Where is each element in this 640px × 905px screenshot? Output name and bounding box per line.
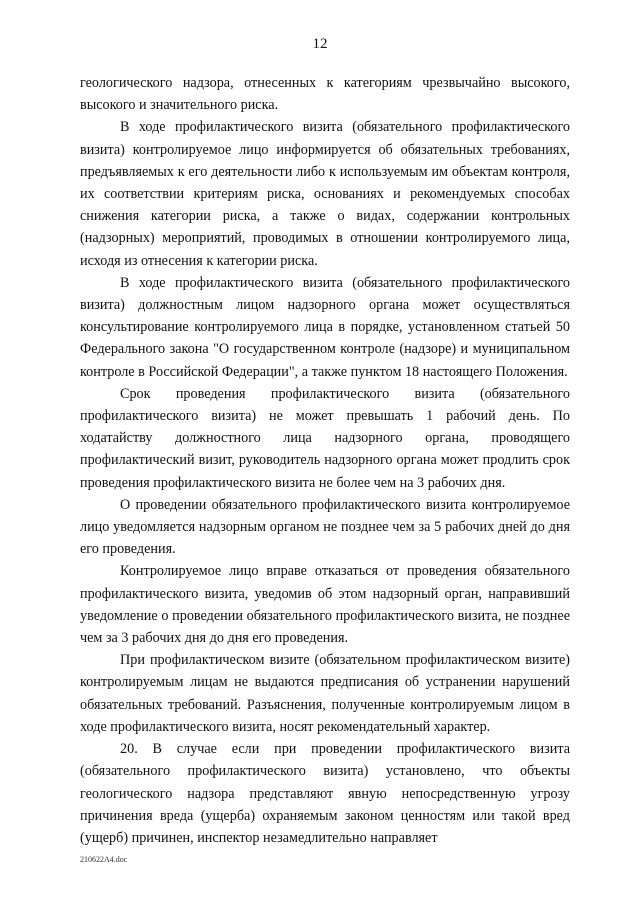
- paragraph: 20. В случае если при проведении профилактического визита (обязательного профилактического визита) установлено, что объекты геологического надзора представляют явную непосредственную угрозу причинения вреда (ущерба) охраняемым законом ценностям или такой вред (ущерб) причинен, инспектор незамедлительно направляет: [80, 741, 570, 846]
- document-filename-footer: 210622A4.doc: [80, 855, 128, 864]
- paragraph: В ходе профилактического визита (обязательного профилактического визита) должностным лицом надзорного органа может осуществляться консультирование контролируемого лица в порядке, установленном статьей 50 Федерального закона "О государственном контроле (надзоре) и муниципальном контроле в Российской Федерации", а также пунктом 18 настоящего Положения.: [80, 274, 570, 380]
- paragraph: Контролируемое лицо вправе отказаться от проведения обязательного профилактического визита, уведомив об этом надзорный орган, направивший уведомление о проведении обязательного профилактического визита, не позднее чем за 3 рабочих дня до дня его проведения.: [80, 563, 570, 647]
- paragraph: геологического надзора, отнесенных к категориям чрезвычайно высокого, высокого и значительного риска.: [80, 75, 570, 114]
- paragraph: Срок проведения профилактического визита (обязательного профилактического визита) не может превышать 1 рабочий день. По ходатайству должностного лица надзорного органа, проводящего профилактический визит, руководитель надзорного органа может продлить срок проведения профилактического визита не более чем на 3 рабочих дня.: [80, 385, 570, 491]
- paragraph: При профилактическом визите (обязательном профилактическом визите) контролируемым лицам не выдаются предписания об устранении нарушений обязательных требований. Разъяснения, полученные контролируемым лицом в ходе профилактического визита, носят рекомендательный характер.: [80, 652, 570, 735]
- paragraph: В ходе профилактического визита (обязательного профилактического визита) контролируемое лицо информируется об обязательных требованиях, предъявляемых к его деятельности либо к используемым им объектам контроля, их соответствии критериям риска, основаниях и рекомендуемых способах снижения категории риска, а также о видах, содержании контрольных (надзорных) мероприятий, проводимых в отношении контролируемого лица, исходя из отнесения к категории риска.: [80, 119, 570, 269]
- paragraph: О проведении обязательного профилактического визита контролируемое лицо уведомляется надзорным органом не позднее чем за 5 рабочих дней до дня его проведения.: [80, 496, 570, 558]
- page-number: 12: [312, 36, 328, 52]
- document-body: [80, 72, 570, 849]
